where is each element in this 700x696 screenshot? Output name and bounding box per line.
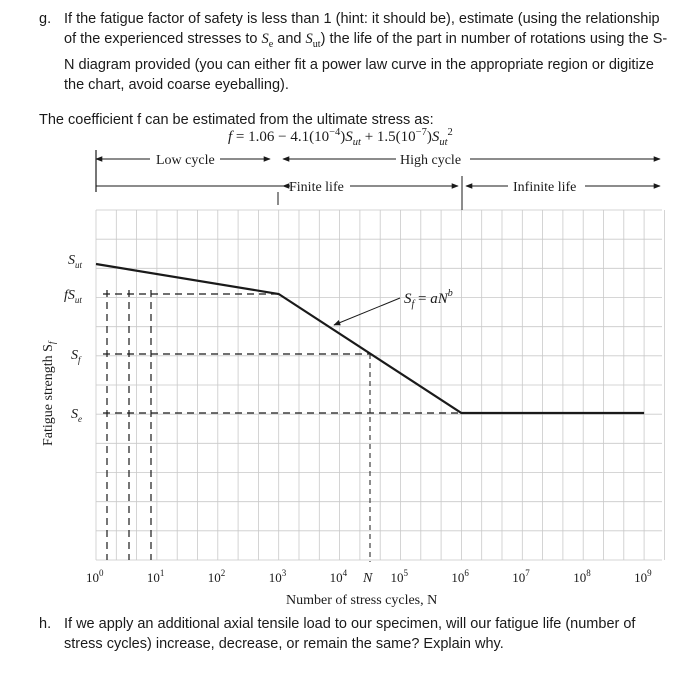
question-g-number: g. [39,11,52,27]
n-marker-label: N [363,571,373,586]
y-label-sf: $S_f$ [71,348,81,365]
infinite-life-label: Infinite life [513,180,577,195]
x-tick-label: $10^3$ [268,568,287,585]
x-tick-label: $10^5$ [390,568,408,585]
x-tick-label: $10^0$ [86,568,104,585]
y-label-sut: $S_{ut}$ [68,253,83,270]
x-tick-label: $10^8$ [573,568,591,585]
y-label-fsut: $fS_{ut}$ [64,288,82,305]
chart-grid [96,210,664,560]
region-markers [96,150,660,210]
x-tick-label: $10^6$ [451,568,469,585]
x-tick-label: $10^4$ [329,568,348,585]
x-tick-label: $10^7$ [512,568,530,585]
x-tick-label: $10^9$ [634,568,652,585]
x-tick-label: $10^2$ [207,568,226,585]
question-h [39,614,679,656]
x-axis-title: Number of stress cycles, N [286,593,438,608]
low-cycle-label: Low cycle [156,153,215,168]
coefficient-text: The coefficient f can be estimated from the ultimate stress as: [39,112,434,128]
x-tick-label: $10^1$ [146,568,165,585]
question-g-text: If the fatigue factor of safety is less than 1 (hint: it should be), estimate (using the relationship of the experienced stresses to $S_e$ and $S_{ut}$) the life of the part in number of rotations using the S-N diagram provided (you can either fit a power law curve in the appropriate region or digitize the chart, avoid coarse eyeballing). [64,11,668,93]
question-h-text: If we apply an additional axial tensile load to our specimen, will our fatigue life (number of stress cycles) increase, decrease, or remain the same? Explain why. [64,616,636,652]
y-label-se: $S_e$ [71,407,82,424]
coefficient-formula: $f = 1.06 - 4.1(10^{-4})S_{ut} + 1.5(10^{-7})S_{ut}^2$ [228,127,453,148]
high-cycle-label: High cycle [400,153,462,168]
finite-life-label: Finite life [289,180,344,195]
y-axis-title: Fatigue strength $S_f$ [41,341,57,446]
power-law-annotation: $S_f = aN^b$ [404,288,453,310]
question-h-number: h. [39,616,52,632]
annotation-arrow [334,298,400,325]
